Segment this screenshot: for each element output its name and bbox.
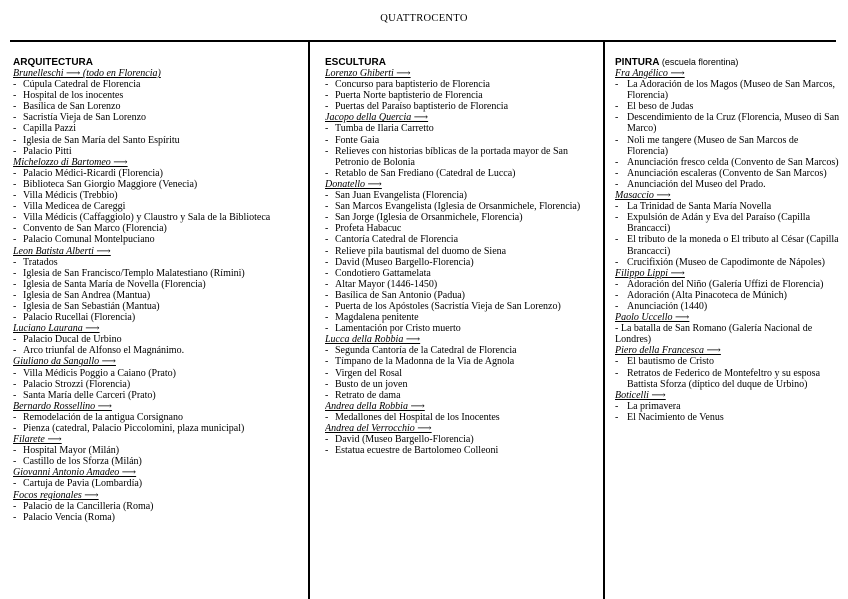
work-item: - Capilla Pazzi — [13, 123, 307, 134]
work-item: - San Marcos Evangelista (Iglesia de Orsanmichele, Florencia) — [325, 201, 603, 212]
work-item: - Crucifixión (Museo de Capodimonte de Nápoles) — [615, 257, 841, 268]
work-item: - Convento de San Marco (Florencia) — [13, 223, 307, 234]
artist-heading: Focos regionales ⟶ — [13, 489, 99, 501]
work-item: - Concurso para baptisterio de Florencia — [325, 79, 603, 90]
works-list — [325, 123, 603, 178]
work-item: - Cartuja de Pavia (Lombardía) — [13, 478, 307, 489]
artist-heading: Luciano Laurana ⟶ — [13, 323, 100, 335]
artist-heading: Boticelli ⟶ — [615, 389, 666, 401]
work-item: - Segunda Cantoría de la Catedral de Florencia — [325, 345, 603, 356]
work-item: - David (Museo Bargello-Florencia) — [325, 434, 603, 445]
work-item: - La Trinidad de Santa María Novella — [615, 201, 841, 212]
work-item: - Relieve pila bautismal del duomo de Siena — [325, 246, 603, 257]
work-item: - Medallones del Hospital de los Inocentes — [325, 412, 603, 423]
work-item: - La primavera — [615, 401, 841, 412]
work-item: - Iglesia de San Sebastián (Mantua) — [13, 301, 307, 312]
work-item: - Anunciación fresco celda (Convento de San Marcos) — [615, 157, 841, 168]
work-item: - Virgen del Rosal — [325, 368, 603, 379]
column-heading: ESCULTURA — [325, 57, 386, 68]
work-item: - La Adoración de los Magos (Museo de San Marcos, Florencia) — [615, 79, 841, 101]
work-item: - Palacio Rucellai (Florencia) — [13, 312, 307, 323]
work-item: - Hospital Mayor (Milán) — [13, 445, 307, 456]
work-item: - Sacristía Vieja de San Lorenzo — [13, 112, 307, 123]
artist-heading: Lorenzo Ghiberti ⟶ — [325, 68, 411, 79]
work-item: - Anunciación (1440) — [615, 301, 841, 312]
work-item: - Hospital de los inocentes — [13, 90, 307, 101]
artist-heading: Andrea del Verrocchio ⟶ — [325, 423, 432, 434]
work-item: - Relieves con historias bíblicas de la portada mayor de San Petronio de Bolonia — [325, 146, 603, 168]
work-item: - Adoración del Niño (Galería Uffizi de Florencia) — [615, 279, 841, 290]
work-item: - Fonte Gaia — [325, 135, 603, 146]
works-list — [13, 334, 307, 356]
works-list — [13, 168, 307, 246]
work-item: - Villa Medicea de Careggi — [13, 201, 307, 212]
work-item: - Arco triunfal de Alfonso el Magnánimo. — [13, 345, 307, 356]
work-item: - Palacio Ducal de Urbino — [13, 334, 307, 345]
works-list — [615, 201, 841, 268]
works-list — [13, 368, 307, 401]
column-divider — [603, 42, 605, 599]
work-item: - Basílica de San Antonio (Padua) — [325, 290, 603, 301]
work-item: - Santa María delle Carceri (Prato) — [13, 390, 307, 401]
work-item: - Palacio Pitti — [13, 146, 307, 157]
artist-heading: Filippo Lippi ⟶ — [615, 267, 685, 279]
work-item: - Adoración (Alta Pinacoteca de Múnich) — [615, 290, 841, 301]
works-list — [615, 323, 841, 345]
artist-heading: Brunelleschi ⟶ (todo en Florencia) — [13, 68, 161, 79]
column-divider — [308, 42, 310, 599]
column-pintura — [615, 42, 841, 599]
work-item: - Pienza (catedral, Palacio Piccolomini, plaza municipal) — [13, 423, 307, 434]
work-item: - Profeta Habacuc — [325, 223, 603, 234]
work-item: - Iglesia de San Francisco/Templo Malatestiano (Rímini) — [13, 268, 307, 279]
work-item: - Altar Mayor (1446-1450) — [325, 279, 603, 290]
work-item: - Palacio Comunal Montelpuciano — [13, 234, 307, 245]
work-item: - Cúpula Catedral de Florencia — [13, 79, 307, 90]
work-item: - Cantoría Catedral de Florencia — [325, 234, 603, 245]
works-list — [325, 190, 603, 334]
works-list — [325, 79, 603, 112]
works-list — [325, 434, 603, 456]
works-list — [13, 412, 307, 434]
works-list — [325, 345, 603, 400]
artist-heading: Leon Batista Alberti ⟶ — [13, 245, 111, 257]
work-item: - Lamentación por Cristo muerto — [325, 323, 603, 334]
artist-heading: Giuliano da Sangallo ⟶ — [13, 356, 116, 368]
works-list — [13, 445, 307, 467]
work-item: - Remodelación de la antigua Corsignano — [13, 412, 307, 423]
work-item: - Busto de un joven — [325, 379, 603, 390]
column-arquitectura — [13, 42, 307, 599]
artist-heading: Giovanni Antonio Amadeo ⟶ — [13, 467, 137, 479]
works-list — [13, 501, 307, 523]
work-item: - El beso de Judas — [615, 101, 841, 112]
column-heading: ARQUITECTURA — [13, 57, 93, 68]
artist-heading: Paolo Uccello ⟶ — [615, 312, 690, 324]
work-item: - Anunciación del Museo del Prado. — [615, 179, 841, 190]
work-item: - Palacio Strozzi (Florencia) — [13, 379, 307, 390]
work-item: - La batalla de San Romano (Galería Nacional de Londres) — [615, 323, 813, 346]
work-item: - Palacio Vencia (Roma) — [13, 512, 307, 523]
work-item: - Palacio Médici-Ricardi (Florencia) — [13, 168, 307, 179]
work-item: - Tratados — [13, 257, 307, 268]
works-list — [615, 401, 841, 423]
work-item: - Tumba de Ilaria Carretto — [325, 123, 603, 134]
work-item: - Biblioteca San Giorgio Maggiore (Venecia) — [13, 179, 307, 190]
work-item: - Condotiero Gattamelata — [325, 268, 603, 279]
work-item: - Iglesia de Santa María de Novella (Florencia) — [13, 279, 307, 290]
work-item: - San Jorge (Iglesia de Orsanmichele, Florencia) — [325, 212, 603, 223]
work-item: - Puertas del Paraíso baptisterio de Florencia — [325, 101, 603, 112]
artist-heading: Bernardo Rossellino ⟶ — [13, 400, 112, 412]
work-item: - El Nacimiento de Venus — [615, 412, 841, 423]
work-item: - El tributo de la moneda o El tributo al César (Capilla Brancacci) — [615, 234, 841, 256]
column-heading: PINTURA (escuela florentina) — [615, 57, 739, 68]
artist-heading: Filarete ⟶ — [13, 434, 62, 446]
work-item: - Retablo de San Frediano (Catedral de Lucca) — [325, 168, 603, 179]
works-list — [325, 412, 603, 423]
artist-heading: Donatello ⟶ — [325, 178, 382, 190]
work-item: - Puerta de los Apóstoles (Sacristía Vieja de San Lorenzo) — [325, 301, 603, 312]
work-item: - Retratos de Federico de Montefeltro y su esposa Battista Sforza (díptico del duque de Urbino) — [615, 368, 841, 390]
column-escultura — [325, 42, 603, 599]
work-item: - Puerta Norte baptisterio de Florencia — [325, 90, 603, 101]
work-item: - Iglesia de San María del Santo Espíritu — [13, 135, 307, 146]
work-item: - San Juan Evangelista (Florencia) — [325, 190, 603, 201]
work-item: - Descendimiento de la Cruz (Florencia, Museo di San Marco) — [615, 112, 841, 134]
artist-heading: Masaccio ⟶ — [615, 190, 671, 202]
work-item: - Castillo de los Sforza (Milán) — [13, 456, 307, 467]
work-item: - Villa Médicis (Caffaggiolo) y Claustro y Sala de la Biblioteca — [13, 212, 307, 223]
work-item: - Noli me tangere (Museo de San Marcos de Florencia) — [615, 135, 841, 157]
works-list — [615, 79, 841, 190]
artist-heading: Fra Angélico ⟶ — [615, 68, 685, 79]
works-list — [13, 478, 307, 489]
work-item: - Basílica de San Lorenzo — [13, 101, 307, 112]
works-list — [13, 257, 307, 324]
document-title: QUATTROCENTO — [380, 13, 468, 24]
artist-heading: Michelozzo di Bartomeo ⟶ — [13, 156, 128, 168]
artist-heading: Piero della Francesca ⟶ — [615, 345, 721, 357]
work-item: - Palacio de la Cancilleria (Roma) — [13, 501, 307, 512]
work-item: - Anunciación escaleras (Convento de San Marcos) — [615, 168, 841, 179]
artist-heading: Jacopo della Quercia ⟶ — [325, 112, 429, 124]
work-item: - Villa Médicis Poggio a Caiano (Prato) — [13, 368, 307, 379]
work-item: - Estatua ecuestre de Bartolomeo Colleoni — [325, 445, 603, 456]
artist-heading: Andrea della Robbia ⟶ — [325, 400, 425, 412]
works-list — [615, 279, 841, 312]
artist-heading: Lucca della Robbia ⟶ — [325, 334, 421, 346]
work-item: - Villa Médicis (Trebbio) — [13, 190, 307, 201]
work-item: - Iglesia de San Andrea (Mantua) — [13, 290, 307, 301]
works-list — [13, 79, 307, 157]
work-item: - Expulsión de Adán y Eva del Paraíso (Capilla Brancacci) — [615, 212, 841, 234]
work-item: - Magdalena penitente — [325, 312, 603, 323]
work-item: - El bautismo de Cristo — [615, 356, 841, 367]
works-list — [615, 356, 841, 389]
work-item: - Retrato de dama — [325, 390, 603, 401]
work-item: - David (Museo Bargello-Florencia) — [325, 257, 603, 268]
work-item: - Tímpano de la Madonna de la Via de Agnola — [325, 356, 603, 367]
